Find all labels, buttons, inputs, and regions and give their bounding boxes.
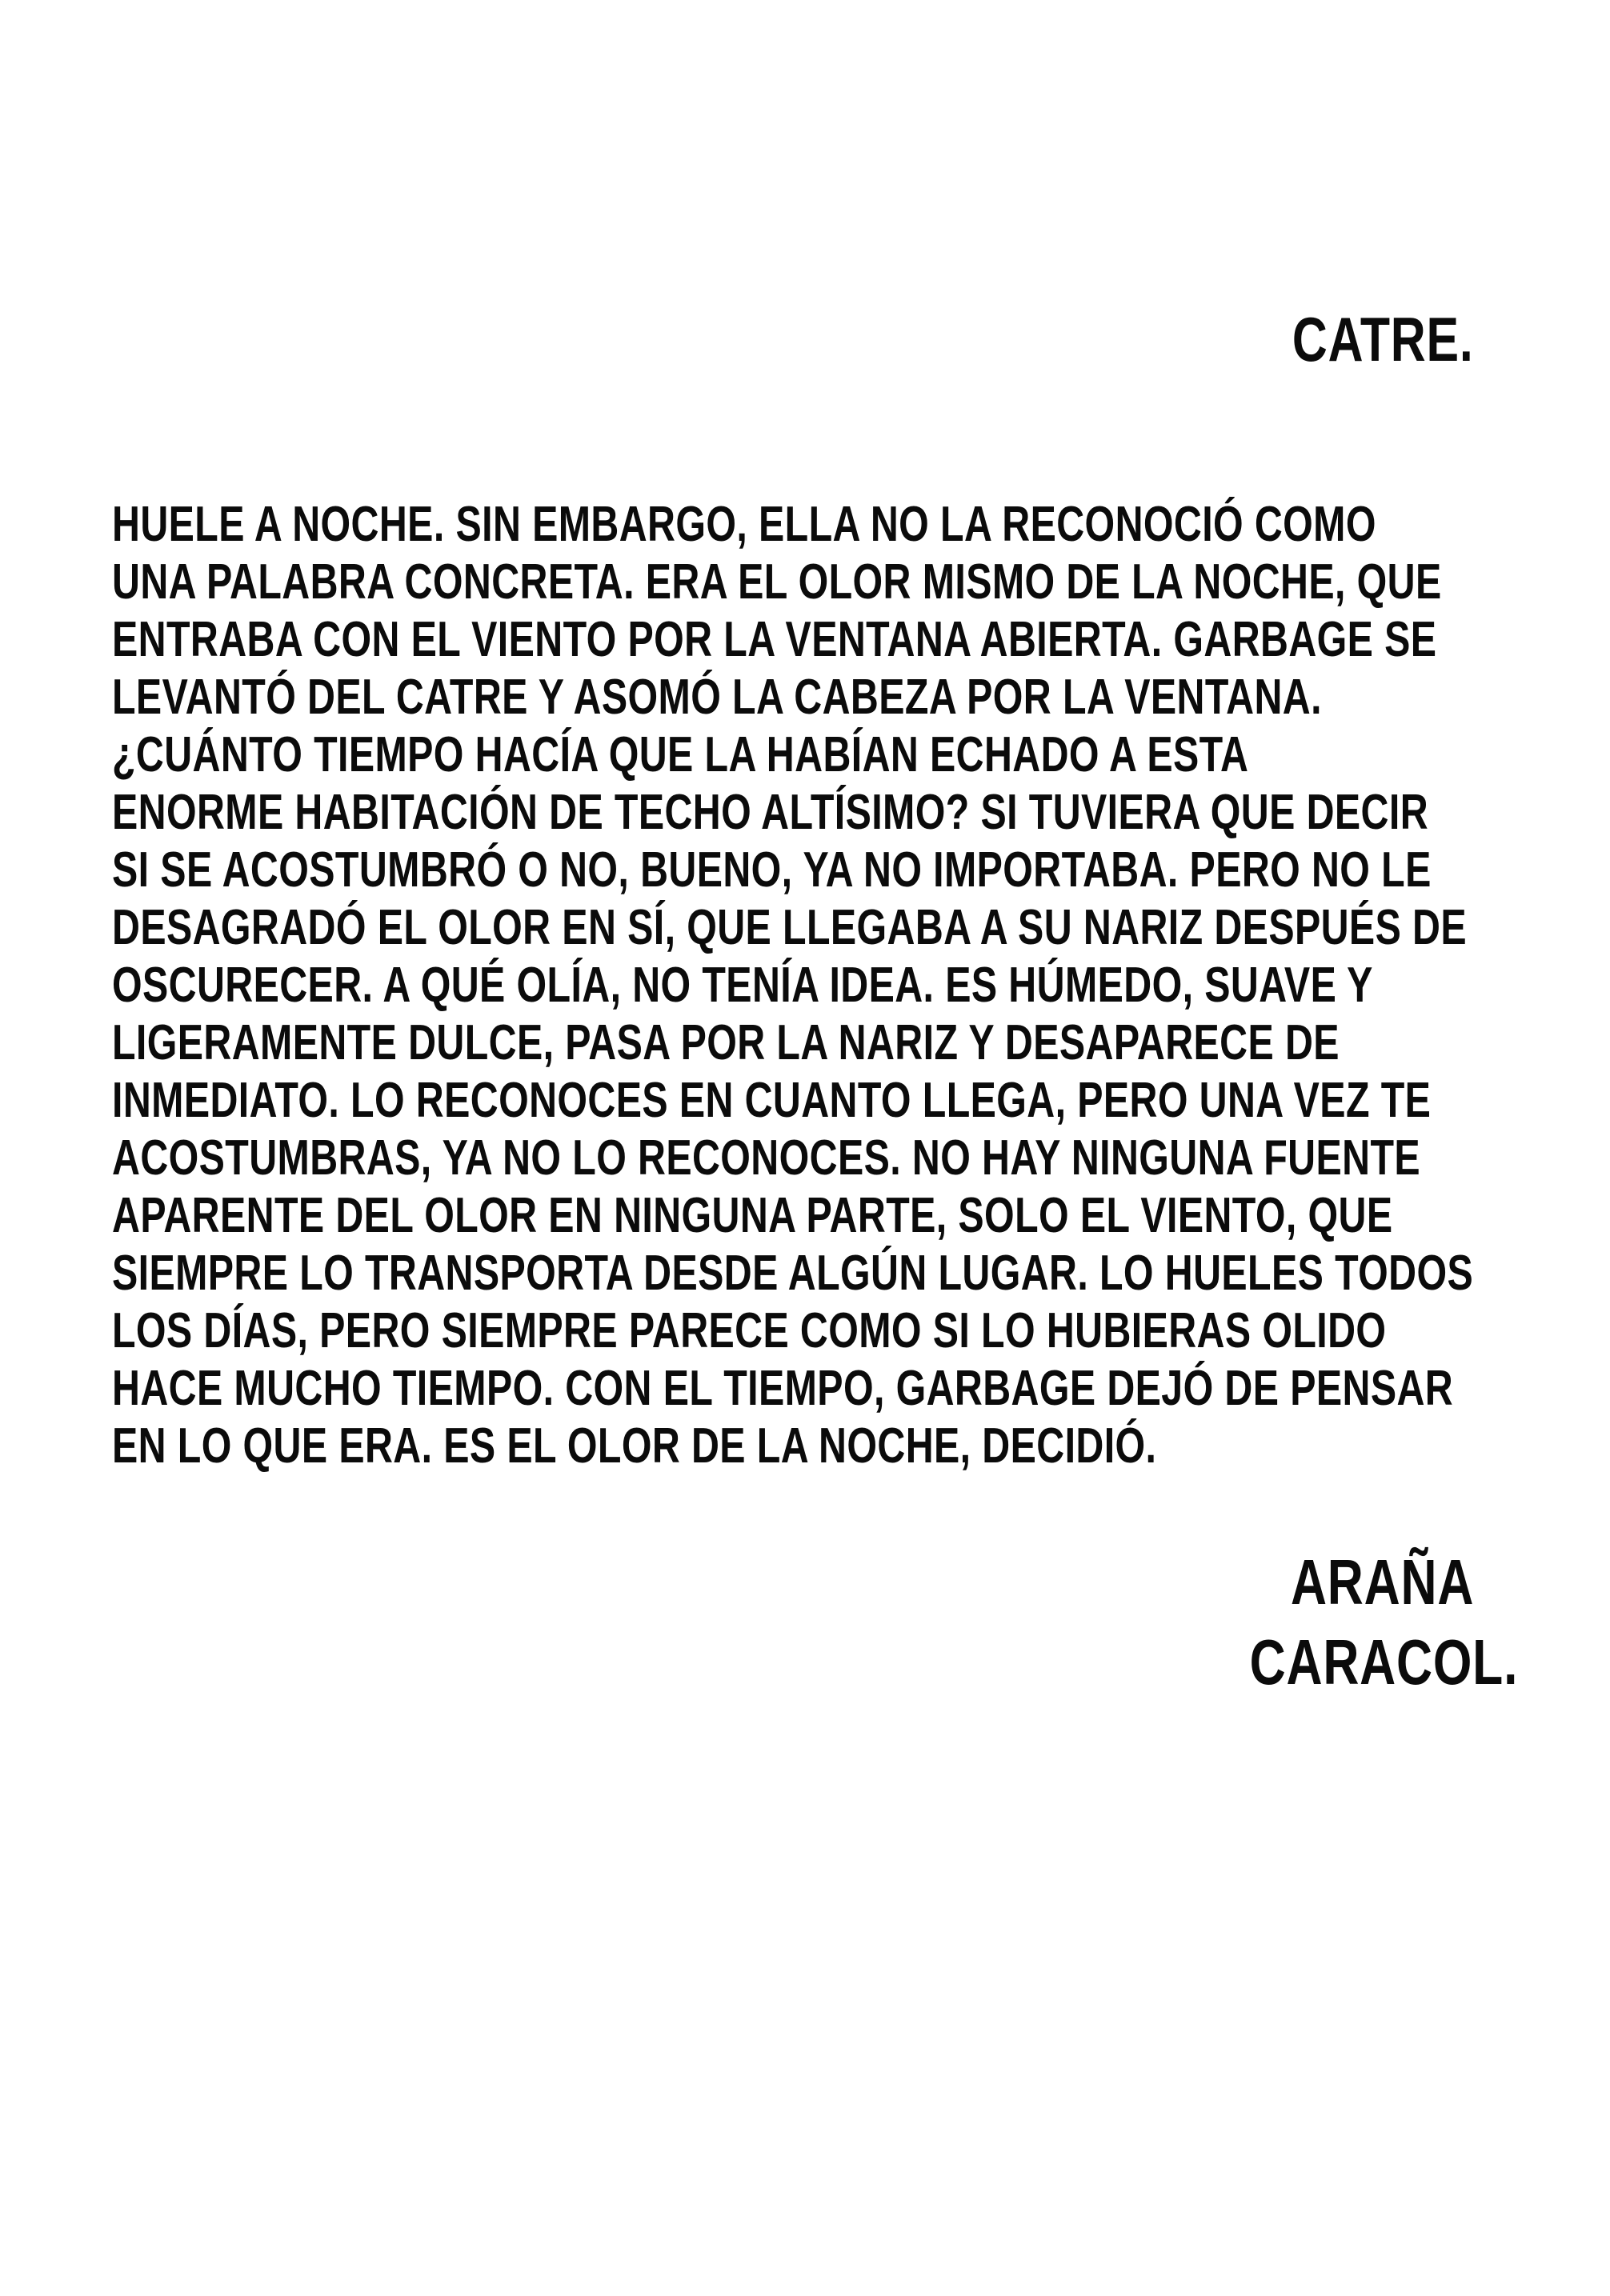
body-line: APARENTE DEL OLOR EN NINGUNA PARTE, SOLO EL VIENTO, QUE (112, 1188, 1393, 1243)
body-line: DESAGRADÓ EL OLOR EN SÍ, QUE LLEGABA A SU NARIZ DESPUÉS DE (112, 900, 1468, 955)
body-text (112, 496, 1520, 1475)
body-line: HUELE A NOCHE. SIN EMBARGO, ELLA NO LA RECONOCIÓ COMO (112, 497, 1376, 552)
body-line: SIEMPRE LO TRANSPORTA DESDE ALGÚN LUGAR. LO HUELES TODOS (112, 1246, 1474, 1301)
body-line: ENORME HABITACIÓN DE TECHO ALTÍSIMO? SI TUVIERA QUE DECIR (112, 785, 1429, 840)
body-line: LEVANTÓ DEL CATRE Y ASOMÓ LA CABEZA POR LA VENTANA. (112, 670, 1322, 725)
body-line: UNA PALABRA CONCRETA. ERA EL OLOR MISMO DE LA NOCHE, QUE (112, 554, 1442, 610)
signature-line-2: CARACOL. (1249, 1626, 1518, 1698)
body-line: OSCURECER. A QUÉ OLÍA, NO TENÍA IDEA. ES HÚMEDO, SUAVE Y (112, 958, 1373, 1013)
page-title: CATRE. (1292, 304, 1474, 374)
body-line: EN LO QUE ERA. ES EL OLOR DE LA NOCHE, DECIDIÓ. (112, 1418, 1157, 1474)
body-line: HACE MUCHO TIEMPO. CON EL TIEMPO, GARBAGE DEJÓ DE PENSAR (112, 1361, 1454, 1416)
body-line: INMEDIATO. LO RECONOCES EN CUANTO LLEGA, PERO UNA VEZ TE (112, 1073, 1432, 1128)
body-line: ACOSTUMBRAS, YA NO LO RECONOCES. NO HAY NINGUNA FUENTE (112, 1130, 1421, 1186)
body-line: LOS DÍAS, PERO SIEMPRE PARECE COMO SI LO HUBIERAS OLIDO (112, 1303, 1387, 1358)
body-line: SI SE ACOSTUMBRÓ O NO, BUENO, YA NO IMPORTABA. PERO NO LE (112, 842, 1432, 898)
signature-line-1: ARAÑA (1290, 1546, 1474, 1618)
body-line: LIGERAMENTE DULCE, PASA POR LA NARIZ Y DESAPARECE DE (112, 1015, 1340, 1070)
author-signature (1174, 1542, 1518, 1702)
body-line: ¿CUÁNTO TIEMPO HACÍA QUE LA HABÍAN ECHADO A ESTA (112, 727, 1249, 782)
body-line: ENTRABA CON EL VIENTO POR LA VENTANA ABIERTA. GARBAGE SE (112, 612, 1437, 667)
